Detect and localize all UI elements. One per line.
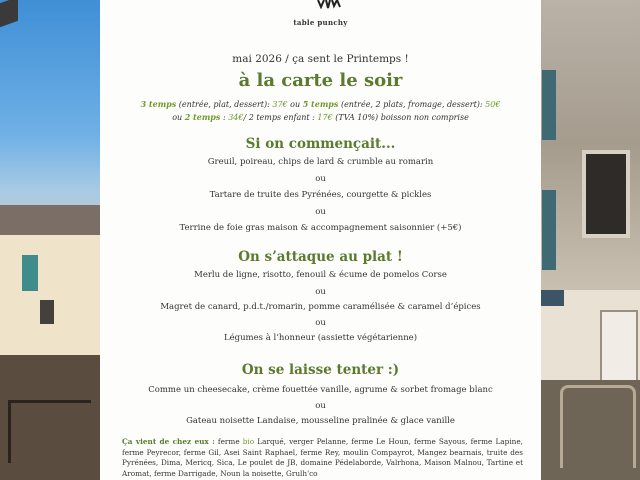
menu-item: Greuil, poireau, chips de lard & crumble au romarin bbox=[207, 157, 434, 167]
terrace-chair bbox=[8, 400, 91, 463]
window bbox=[40, 300, 54, 324]
price-info bbox=[110, 98, 531, 124]
menu-item: Comme un cheesecake, crème fouettée vanille, agrume & sorbet fromage blanc bbox=[148, 385, 493, 395]
price-text: ou bbox=[287, 100, 303, 109]
section-title-desserts: On se laisse tenter :) bbox=[241, 362, 400, 378]
brand-name: table punchy bbox=[293, 18, 348, 27]
background-photo-right bbox=[540, 0, 640, 480]
menu-item: Gateau noisette Landaise, mousseline pralinée & glace vanille bbox=[186, 416, 455, 426]
window-shutter bbox=[542, 70, 556, 140]
suppliers-lead: Ça vient de chez eux : bbox=[122, 437, 215, 446]
menu-sheet bbox=[100, 0, 541, 480]
background-photo-left bbox=[0, 0, 100, 480]
or-separator: ou bbox=[315, 207, 326, 217]
price-text: (entrée, 2 plats, fromage, dessert): bbox=[338, 100, 486, 109]
bio-label: bio bbox=[242, 437, 255, 446]
price-text: ou bbox=[172, 113, 185, 122]
section-title-mains: On s’attaque au plat ! bbox=[238, 249, 403, 265]
price-label: 2 temps bbox=[184, 112, 221, 122]
price-value: 34€ bbox=[228, 113, 244, 122]
menu-item: Terrine de foie gras maison & accompagnement saisonnier (+5€) bbox=[179, 223, 462, 233]
building-roof bbox=[0, 205, 100, 235]
menu-item: Magret de canard, p.d.t./romarin, pomme caramélisée & caramel d’épices bbox=[160, 302, 481, 312]
or-separator: ou bbox=[315, 174, 326, 184]
building-facade bbox=[0, 235, 100, 355]
price-text: / 2 temps enfant : bbox=[243, 113, 318, 122]
price-value: 17€ bbox=[317, 113, 333, 122]
window bbox=[582, 150, 630, 238]
suppliers-footer bbox=[122, 437, 523, 479]
price-label: 3 temps bbox=[140, 99, 177, 109]
price-text: (entrée, plat, dessert): bbox=[176, 100, 273, 109]
price-text: : bbox=[220, 113, 229, 122]
or-separator: ou bbox=[315, 318, 326, 328]
shop-sign bbox=[540, 290, 564, 306]
menu-item: Tartare de truite des Pyrénées, courgette & pickles bbox=[209, 190, 432, 200]
section-title-starters: Si on commençait... bbox=[245, 136, 396, 152]
menu-item: Légumes à l’honneur (assiette végétarienne) bbox=[223, 333, 418, 343]
door bbox=[600, 310, 638, 384]
or-separator: ou bbox=[315, 401, 326, 411]
brand-logo bbox=[100, 0, 541, 20]
menu-title: à la carte le soir bbox=[238, 70, 403, 91]
menu-item: Merlu de ligne, risotto, fenouil & écume de pomelos Corse bbox=[194, 270, 447, 280]
window-shutter bbox=[542, 190, 556, 270]
date-line: mai 2026 / ça sent le Printemps ! bbox=[232, 53, 409, 65]
logo-mark-icon bbox=[316, 0, 342, 9]
price-line-2 bbox=[110, 111, 531, 124]
window bbox=[22, 255, 38, 291]
suppliers-text: ferme bbox=[214, 437, 243, 446]
price-label: 5 temps bbox=[302, 99, 339, 109]
roof-eave bbox=[0, 0, 18, 27]
price-text: (TVA 10%) boisson non comprise bbox=[332, 113, 469, 122]
suppliers-text: Larqué, verger Pelanne, ferme Le Houn, ferme Sayous, ferme Lapine, ferme Peyrecor, ferme Gil, Asei Saint Raphael, ferme Rey, moulin Compayrot, Mangez bearnais, truite des Pyrénées, Dima, Mericq, Sica, Le poulet de JB, domaine Pédelaborde, Valrhona, Maison Malnou, Tartine et Aromat, ferme Darrigade, Noun la noisette, Grulh'co bbox=[122, 437, 523, 478]
price-line-1 bbox=[110, 98, 531, 111]
price-value: 50€ bbox=[485, 100, 501, 109]
or-separator: ou bbox=[315, 287, 326, 297]
price-value: 37€ bbox=[272, 100, 288, 109]
terrace-chair bbox=[560, 385, 636, 468]
